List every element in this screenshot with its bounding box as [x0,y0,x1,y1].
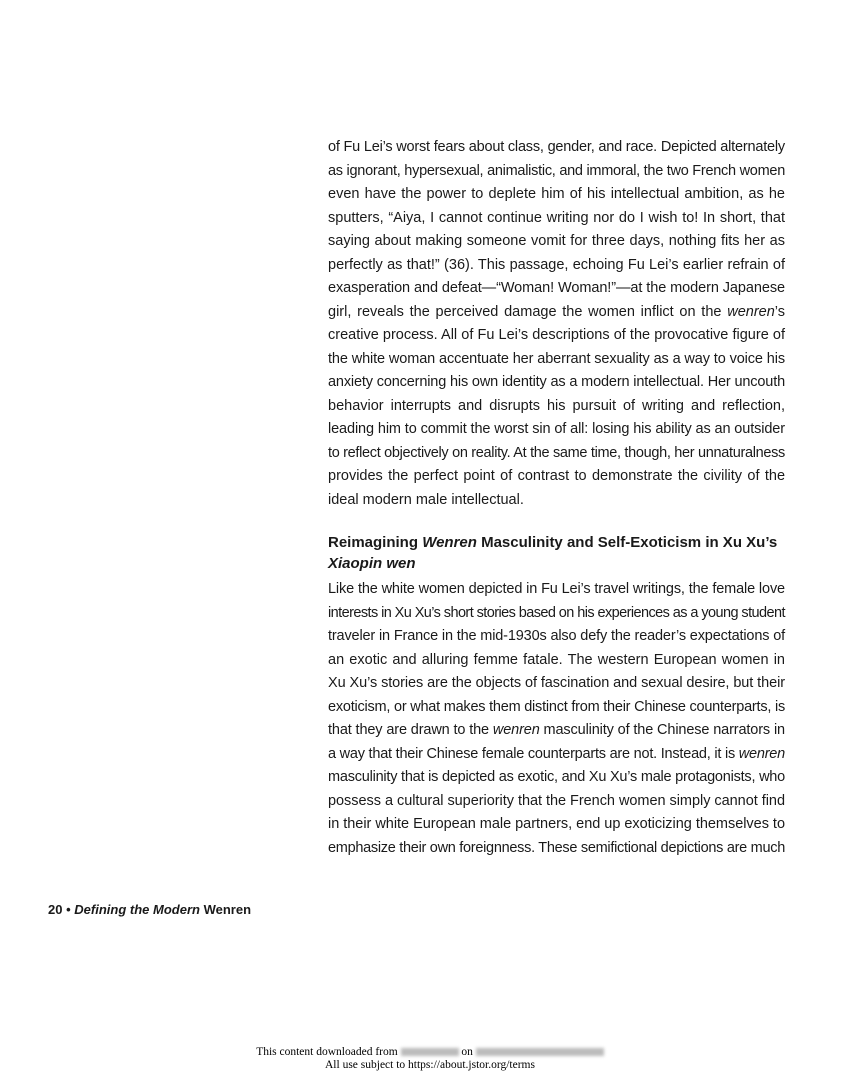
download-text: This content downloaded from [256,1046,398,1058]
text-segment: traveler in France in the mid-1930s also defy the reader’s expectations of [328,628,785,644]
text-segment: Like the white women depicted in Fu Lei’s travel writings, the female love [328,581,785,597]
text-line [328,371,785,395]
text-line [328,418,785,442]
text-segment: perfectly as that!” (36). This passage, echoing Fu Lei’s earlier refrain of [328,256,785,273]
redacted-ip [401,1048,459,1056]
text-segment: saying about making someone vomit for three days, nothing fits her as [328,233,785,249]
terms-notice: All use subject to https://about.jstor.org/terms [325,1059,535,1071]
text-segment: exoticism, or what makes them distinct from their Chinese counterparts, is [328,698,785,715]
italic-text: Wenren [422,534,477,551]
text-line [328,602,785,626]
text-segment: Masculinity and Self-Exoticism in Xu Xu’s [476,534,778,551]
italic-text: wenren [738,745,785,762]
bullet: • [66,902,71,917]
text-segment: masculinity of the Chinese narrators in [539,722,785,738]
text-line [328,324,785,348]
text-segment: in their white European male partners, end up exoticizing themselves to [328,816,785,832]
text-segment: emphasize their own foreignness. These semifictional depictions are much [328,839,785,856]
text-line [328,649,785,673]
text-segment: interests in Xu Xu’s short stories based on his experiences as a young student [328,604,785,621]
text-segment: exasperation and defeat—“Woman! Woman!”—at the modern Japanese [328,280,785,296]
section-heading [328,532,785,576]
text-segment: an exotic and alluring femme fatale. The western European women in [328,651,785,668]
text-segment: the white woman accentuate her aberrant sexuality as a way to voice his [328,350,785,367]
text-line [328,578,785,602]
text-line [328,553,785,574]
running-title-italic: Defining the Modern [74,902,200,917]
text-line [328,837,785,861]
text-segment: possess a cultural superiority that the French women simply cannot find [328,792,785,809]
text-line [328,790,785,814]
jstor-footer [0,1046,860,1072]
text-line [328,465,785,489]
text-segment: creative process. All of Fu Lei’s descriptions of the provocative figure of [328,327,785,343]
text-segment: of Fu Lei’s worst fears about class, gender, and race. Depicted alternately [328,139,785,155]
text-segment: a way that their Chinese female counterparts are not. Instead, it is [328,745,739,762]
text-line [328,277,785,301]
text-line [328,301,785,325]
text-line [328,160,785,184]
text-line [328,532,785,553]
text-line [328,766,785,790]
text-segment: even have the power to deplete him of his intellectual ambition, as he [328,186,785,202]
on-text: on [461,1046,473,1058]
text-line [328,719,785,743]
page-folio [48,902,251,918]
text-line [328,442,785,466]
text-line [328,183,785,207]
paragraph-2 [328,578,785,860]
running-title-roman: Wenren [203,902,252,917]
text-segment: leading him to commit the worst sin of all: losing his ability as an outsider [328,421,785,437]
text-line [328,136,785,160]
italic-text: Xiaopin wen [328,555,416,572]
text-segment: Reimagining [328,534,423,551]
text-line [328,348,785,372]
page-number: 20 [48,902,63,917]
text-segment: girl, reveals the perceived damage the women inflict on the [328,303,728,320]
text-line [328,254,785,278]
download-notice [0,1046,860,1059]
text-segment: to reflect objectively on reality. At the same time, though, her unnaturalness [328,444,785,461]
text-segment: as ignorant, hypersexual, animalistic, and immoral, the two French women [328,162,785,179]
text-segment: masculinity that is depicted as exotic, and Xu Xu’s male protagonists, who [328,769,785,785]
text-line [328,813,785,837]
text-line [328,625,785,649]
text-segment: ideal modern male intellectual. [328,491,524,508]
text-segment: behavior interrupts and disrupts his pursuit of writing and reflection, [328,397,785,414]
paragraph-1 [328,136,785,512]
text-segment: provides the perfect point of contrast to demonstrate the civility of the [328,468,786,484]
text-line [328,230,785,254]
text-segment: ’s [774,303,785,320]
text-line [328,395,785,419]
text-line [328,672,785,696]
text-segment: Xu Xu’s stories are the objects of fascination and sexual desire, but their [328,675,785,691]
text-line [328,743,785,767]
text-segment: sputters, “Aiya, I cannot continue writing nor do I wish to! In short, that [328,209,785,226]
italic-text: wenren [727,303,775,320]
text-segment: that they are drawn to the [328,722,493,738]
text-line [328,207,785,231]
text-line [328,489,785,513]
text-line [328,696,785,720]
redacted-date [476,1048,604,1056]
italic-text: wenren [492,722,540,738]
text-segment: anxiety concerning his own identity as a modern intellectual. Her uncouth [328,374,785,390]
